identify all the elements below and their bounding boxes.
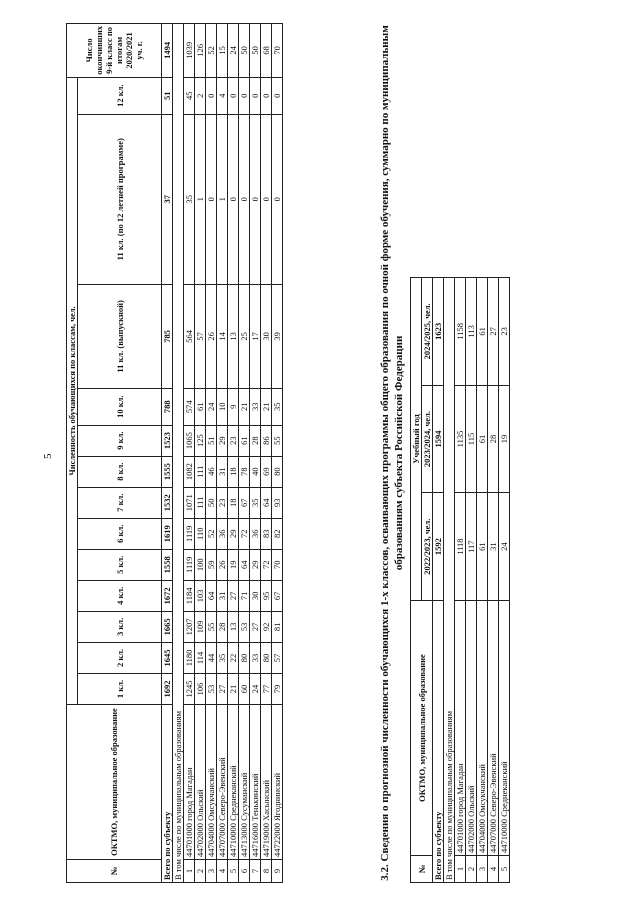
t2-row-name: 44701000 город Магадан bbox=[455, 601, 466, 856]
cell-value: 72 bbox=[239, 518, 250, 549]
cell-value: 13 bbox=[228, 611, 239, 642]
cell-value: 2 bbox=[195, 77, 206, 114]
cell-value: 83 bbox=[261, 518, 272, 549]
row-name: 44722000 Ягоднинский bbox=[272, 705, 283, 860]
cell-value: 39 bbox=[272, 284, 283, 388]
cell-value: 80 bbox=[272, 456, 283, 487]
grade-header: 10 кл. bbox=[78, 388, 162, 425]
cell-value: 93 bbox=[272, 487, 283, 518]
t2-row-name: 44710000 Среднеканский bbox=[499, 601, 510, 856]
t2-row-number: 4 bbox=[488, 856, 499, 883]
cell-value: 1184 bbox=[184, 580, 195, 611]
t2-table-row bbox=[455, 278, 466, 883]
cell-value: 35 bbox=[217, 642, 228, 673]
cell-value: 61 bbox=[195, 388, 206, 425]
cell-value: 68 bbox=[261, 24, 272, 78]
year-header: 2023/2024, чел. bbox=[422, 385, 433, 493]
cell-value: 18 bbox=[228, 487, 239, 518]
grade-header: 11 кл. (по 12 летней программе) bbox=[78, 114, 162, 284]
row-name: 44710000 Среднеканский bbox=[228, 705, 239, 860]
cell-value: 80 bbox=[261, 642, 272, 673]
cell-value: 53 bbox=[239, 611, 250, 642]
t2-total-row bbox=[433, 278, 444, 883]
cell-value: 92 bbox=[261, 611, 272, 642]
cell-value: 31 bbox=[217, 456, 228, 487]
cell-value: 46 bbox=[206, 456, 217, 487]
cell-value: 36 bbox=[217, 518, 228, 549]
t2-col-name-header: ОКТМО, муниципальное образование bbox=[411, 601, 433, 856]
col-num-header: № bbox=[67, 860, 162, 883]
cell-value: 23 bbox=[228, 425, 239, 456]
table-row bbox=[195, 24, 206, 883]
cell-value: 61 bbox=[239, 425, 250, 456]
cell-value: 0 bbox=[272, 77, 283, 114]
year-header: 2024/2025, чел. bbox=[422, 278, 433, 386]
t2-cell-value: 31 bbox=[488, 493, 499, 601]
cell-value: 100 bbox=[195, 549, 206, 580]
row-number: 3 bbox=[206, 860, 217, 883]
cell-value: 10 bbox=[217, 388, 228, 425]
cell-value: 21 bbox=[239, 388, 250, 425]
t2-row-number: 2 bbox=[466, 856, 477, 883]
cell-value: 67 bbox=[239, 487, 250, 518]
total-value: 1532 bbox=[162, 487, 173, 518]
row-name: 44716000 Тенькинский bbox=[250, 705, 261, 860]
t2-year-group-header: Учебный год bbox=[411, 278, 422, 601]
cell-value: 79 bbox=[272, 673, 283, 704]
cell-value: 31 bbox=[217, 580, 228, 611]
t2-cell-value: 117 bbox=[466, 493, 477, 601]
table-row bbox=[250, 24, 261, 883]
row-name: 44707000 Северо-Эвенский bbox=[217, 705, 228, 860]
cell-value: 33 bbox=[250, 388, 261, 425]
total-value: 37 bbox=[162, 114, 173, 284]
row-name: 44701000 город Магадан bbox=[184, 705, 195, 860]
t2-row-number: 3 bbox=[477, 856, 488, 883]
total-value: 1494 bbox=[162, 24, 173, 78]
forecast-first-grade-table bbox=[410, 277, 510, 883]
cell-value: 1207 bbox=[184, 611, 195, 642]
cell-value: 57 bbox=[195, 284, 206, 388]
cell-value: 64 bbox=[261, 487, 272, 518]
cell-value: 1039 bbox=[184, 24, 195, 78]
cell-value: 564 bbox=[184, 284, 195, 388]
row-number: 9 bbox=[272, 860, 283, 883]
table-row bbox=[184, 24, 195, 883]
table-row bbox=[261, 24, 272, 883]
cell-value: 126 bbox=[195, 24, 206, 78]
cell-value: 55 bbox=[206, 611, 217, 642]
cell-value: 86 bbox=[261, 425, 272, 456]
t2-col-num-header: № bbox=[411, 856, 433, 883]
cell-value: 574 bbox=[184, 388, 195, 425]
t2-total-value: 1594 bbox=[433, 385, 444, 493]
cell-value: 35 bbox=[250, 487, 261, 518]
cell-value: 67 bbox=[272, 580, 283, 611]
cell-value: 52 bbox=[206, 24, 217, 78]
cell-value: 13 bbox=[228, 284, 239, 388]
cell-value: 1180 bbox=[184, 642, 195, 673]
total-value: 1555 bbox=[162, 456, 173, 487]
cell-value: 0 bbox=[250, 77, 261, 114]
cell-value: 27 bbox=[228, 580, 239, 611]
cell-value: 64 bbox=[206, 580, 217, 611]
row-number: 7 bbox=[250, 860, 261, 883]
cell-value: 24 bbox=[228, 24, 239, 78]
cell-value: 109 bbox=[195, 611, 206, 642]
grade-header: 4 кл. bbox=[78, 580, 162, 611]
cell-value: 77 bbox=[261, 673, 272, 704]
cell-value: 17 bbox=[250, 284, 261, 388]
cell-value: 50 bbox=[239, 24, 250, 78]
table-row bbox=[239, 24, 250, 883]
t2-subheader-label: В том числе по муниципальным образованиям bbox=[444, 278, 455, 883]
cell-value: 0 bbox=[272, 114, 283, 284]
cell-value: 28 bbox=[250, 425, 261, 456]
total-label: Всего по субъекту bbox=[162, 705, 173, 883]
cell-value: 59 bbox=[206, 549, 217, 580]
grade-header: 6 кл. bbox=[78, 518, 162, 549]
cell-value: 28 bbox=[217, 611, 228, 642]
t2-cell-value: 1135 bbox=[455, 385, 466, 493]
cell-value: 0 bbox=[228, 114, 239, 284]
cell-value: 21 bbox=[261, 388, 272, 425]
cell-value: 111 bbox=[195, 487, 206, 518]
cell-value: 71 bbox=[239, 580, 250, 611]
section-caption: 3.2. Сведения о прогнозной численности обучающихся 1-х классов, осваивающих программы общего образования по очной форме обучения, суммарно по муниципальным образованиям субъекта Российской Федерации bbox=[379, 25, 405, 881]
grade-header: 5 кл. bbox=[78, 549, 162, 580]
total-value: 1665 bbox=[162, 611, 173, 642]
cell-value: 0 bbox=[228, 77, 239, 114]
cell-value: 18 bbox=[228, 456, 239, 487]
cell-value: 82 bbox=[272, 518, 283, 549]
year-header: 2022/2023, чел. bbox=[422, 493, 433, 601]
grade-header: 1 кл. bbox=[78, 673, 162, 704]
grade-header: 3 кл. bbox=[78, 611, 162, 642]
cell-value: 35 bbox=[184, 114, 195, 284]
t2-row-name: 44704000 Омсукчанский bbox=[477, 601, 488, 856]
cell-value: 103 bbox=[195, 580, 206, 611]
cell-value: 26 bbox=[206, 284, 217, 388]
total-value: 1645 bbox=[162, 642, 173, 673]
t2-total-value: 1592 bbox=[433, 493, 444, 601]
cell-value: 21 bbox=[228, 673, 239, 704]
cell-value: 125 bbox=[195, 425, 206, 456]
t2-cell-value: 61 bbox=[477, 385, 488, 493]
total-value: 788 bbox=[162, 388, 173, 425]
t2-table-row bbox=[466, 278, 477, 883]
subheader-label: В том числе по муниципальным образованиям bbox=[173, 24, 184, 883]
cell-value: 35 bbox=[272, 388, 283, 425]
t2-cell-value: 19 bbox=[499, 385, 510, 493]
cell-value: 0 bbox=[206, 77, 217, 114]
t2-row-name: 44702000 Ольский bbox=[466, 601, 477, 856]
total-value: 1619 bbox=[162, 518, 173, 549]
cell-value: 70 bbox=[272, 549, 283, 580]
grade-header: 9 кл. bbox=[78, 425, 162, 456]
t2-row-name: 44707000 Северо-Эвенский bbox=[488, 601, 499, 856]
cell-value: 1082 bbox=[184, 456, 195, 487]
grade-header: 11 кл. (выпускной) bbox=[78, 284, 162, 388]
cell-value: 44 bbox=[206, 642, 217, 673]
col-graduates-header: Число окончивших 9-й класс по итогам 2020/2021 уч. г. bbox=[67, 24, 162, 78]
cell-value: 110 bbox=[195, 518, 206, 549]
cell-value: 1 bbox=[195, 114, 206, 284]
table-row bbox=[217, 24, 228, 883]
cell-value: 0 bbox=[239, 114, 250, 284]
grade-header: 12 кл. bbox=[78, 77, 162, 114]
cell-value: 23 bbox=[217, 487, 228, 518]
row-number: 6 bbox=[239, 860, 250, 883]
cell-value: 53 bbox=[206, 673, 217, 704]
cell-value: 60 bbox=[239, 673, 250, 704]
t2-cell-value: 1118 bbox=[455, 493, 466, 601]
cell-value: 78 bbox=[239, 456, 250, 487]
cell-value: 27 bbox=[250, 611, 261, 642]
cell-value: 30 bbox=[261, 284, 272, 388]
total-value: 1672 bbox=[162, 580, 173, 611]
students-by-grade-table bbox=[66, 23, 283, 883]
col-name-header: ОКТМО, муниципальное образование bbox=[67, 705, 162, 860]
t2-cell-value: 61 bbox=[477, 493, 488, 601]
cell-value: 114 bbox=[195, 642, 206, 673]
cell-value: 106 bbox=[195, 673, 206, 704]
total-value: 1523 bbox=[162, 425, 173, 456]
t2-cell-value: 28 bbox=[488, 385, 499, 493]
t2-total-label: Всего по субъекту bbox=[433, 601, 444, 883]
total-value: 51 bbox=[162, 77, 173, 114]
cell-value: 26 bbox=[217, 549, 228, 580]
cell-value: 52 bbox=[206, 518, 217, 549]
cell-value: 40 bbox=[250, 456, 261, 487]
cell-value: 4 bbox=[217, 77, 228, 114]
cell-value: 25 bbox=[239, 284, 250, 388]
cell-value: 95 bbox=[261, 580, 272, 611]
row-name: 44702000 Ольский bbox=[195, 705, 206, 860]
cell-value: 69 bbox=[261, 456, 272, 487]
cell-value: 1071 bbox=[184, 487, 195, 518]
t2-total-value: 1623 bbox=[433, 278, 444, 386]
cell-value: 27 bbox=[217, 673, 228, 704]
cell-value: 0 bbox=[261, 114, 272, 284]
subheader-row bbox=[173, 24, 184, 883]
grade-header: 2 кл. bbox=[78, 642, 162, 673]
t2-cell-value: 24 bbox=[499, 493, 510, 601]
t2-cell-value: 61 bbox=[477, 278, 488, 386]
cell-value: 1245 bbox=[184, 673, 195, 704]
t2-table-row bbox=[499, 278, 510, 883]
page-number: 5 bbox=[42, 453, 54, 459]
cell-value: 29 bbox=[217, 425, 228, 456]
table-row bbox=[272, 24, 283, 883]
cell-value: 1065 bbox=[184, 425, 195, 456]
grade-group-header: Численность обучающихся по классам, чел. bbox=[67, 77, 78, 704]
cell-value: 64 bbox=[239, 549, 250, 580]
cell-value: 51 bbox=[206, 425, 217, 456]
grade-header: 7 кл. bbox=[78, 487, 162, 518]
cell-value: 50 bbox=[206, 487, 217, 518]
cell-value: 30 bbox=[250, 580, 261, 611]
cell-value: 15 bbox=[217, 24, 228, 78]
t2-table-row bbox=[488, 278, 499, 883]
cell-value: 0 bbox=[206, 114, 217, 284]
cell-value: 1 bbox=[217, 114, 228, 284]
cell-value: 24 bbox=[206, 388, 217, 425]
row-name: 44704000 Омсукчанский bbox=[206, 705, 217, 860]
total-value: 785 bbox=[162, 284, 173, 388]
t2-cell-value: 23 bbox=[499, 278, 510, 386]
table-row bbox=[228, 24, 239, 883]
cell-value: 24 bbox=[250, 673, 261, 704]
t2-subheader-row bbox=[444, 278, 455, 883]
total-value: 1558 bbox=[162, 549, 173, 580]
table-row bbox=[206, 24, 217, 883]
cell-value: 1119 bbox=[184, 518, 195, 549]
cell-value: 45 bbox=[184, 77, 195, 114]
cell-value: 0 bbox=[239, 77, 250, 114]
t2-cell-value: 27 bbox=[488, 278, 499, 386]
t2-cell-value: 115 bbox=[466, 385, 477, 493]
cell-value: 19 bbox=[228, 549, 239, 580]
cell-value: 111 bbox=[195, 456, 206, 487]
cell-value: 70 bbox=[272, 24, 283, 78]
t2-table-row bbox=[477, 278, 488, 883]
cell-value: 81 bbox=[272, 611, 283, 642]
row-name: 44713000 Сусуманский bbox=[239, 705, 250, 860]
cell-value: 9 bbox=[228, 388, 239, 425]
cell-value: 72 bbox=[261, 549, 272, 580]
t2-cell-value: 1158 bbox=[455, 278, 466, 386]
row-number: 1 bbox=[184, 860, 195, 883]
t2-row-number: 1 bbox=[455, 856, 466, 883]
cell-value: 80 bbox=[239, 642, 250, 673]
cell-value: 29 bbox=[228, 518, 239, 549]
cell-value: 29 bbox=[250, 549, 261, 580]
cell-value: 36 bbox=[250, 518, 261, 549]
cell-value: 0 bbox=[261, 77, 272, 114]
row-number: 4 bbox=[217, 860, 228, 883]
row-name: 44719000 Хасынский bbox=[261, 705, 272, 860]
t2-cell-value: 113 bbox=[466, 278, 477, 386]
total-row bbox=[162, 24, 173, 883]
row-number: 2 bbox=[195, 860, 206, 883]
total-value: 1692 bbox=[162, 673, 173, 704]
cell-value: 55 bbox=[272, 425, 283, 456]
cell-value: 0 bbox=[250, 114, 261, 284]
row-number: 5 bbox=[228, 860, 239, 883]
grade-header: 8 кл. bbox=[78, 456, 162, 487]
cell-value: 50 bbox=[250, 24, 261, 78]
cell-value: 22 bbox=[228, 642, 239, 673]
cell-value: 33 bbox=[250, 642, 261, 673]
row-number: 8 bbox=[261, 860, 272, 883]
cell-value: 14 bbox=[217, 284, 228, 388]
cell-value: 57 bbox=[272, 642, 283, 673]
t2-row-number: 5 bbox=[499, 856, 510, 883]
cell-value: 1119 bbox=[184, 549, 195, 580]
